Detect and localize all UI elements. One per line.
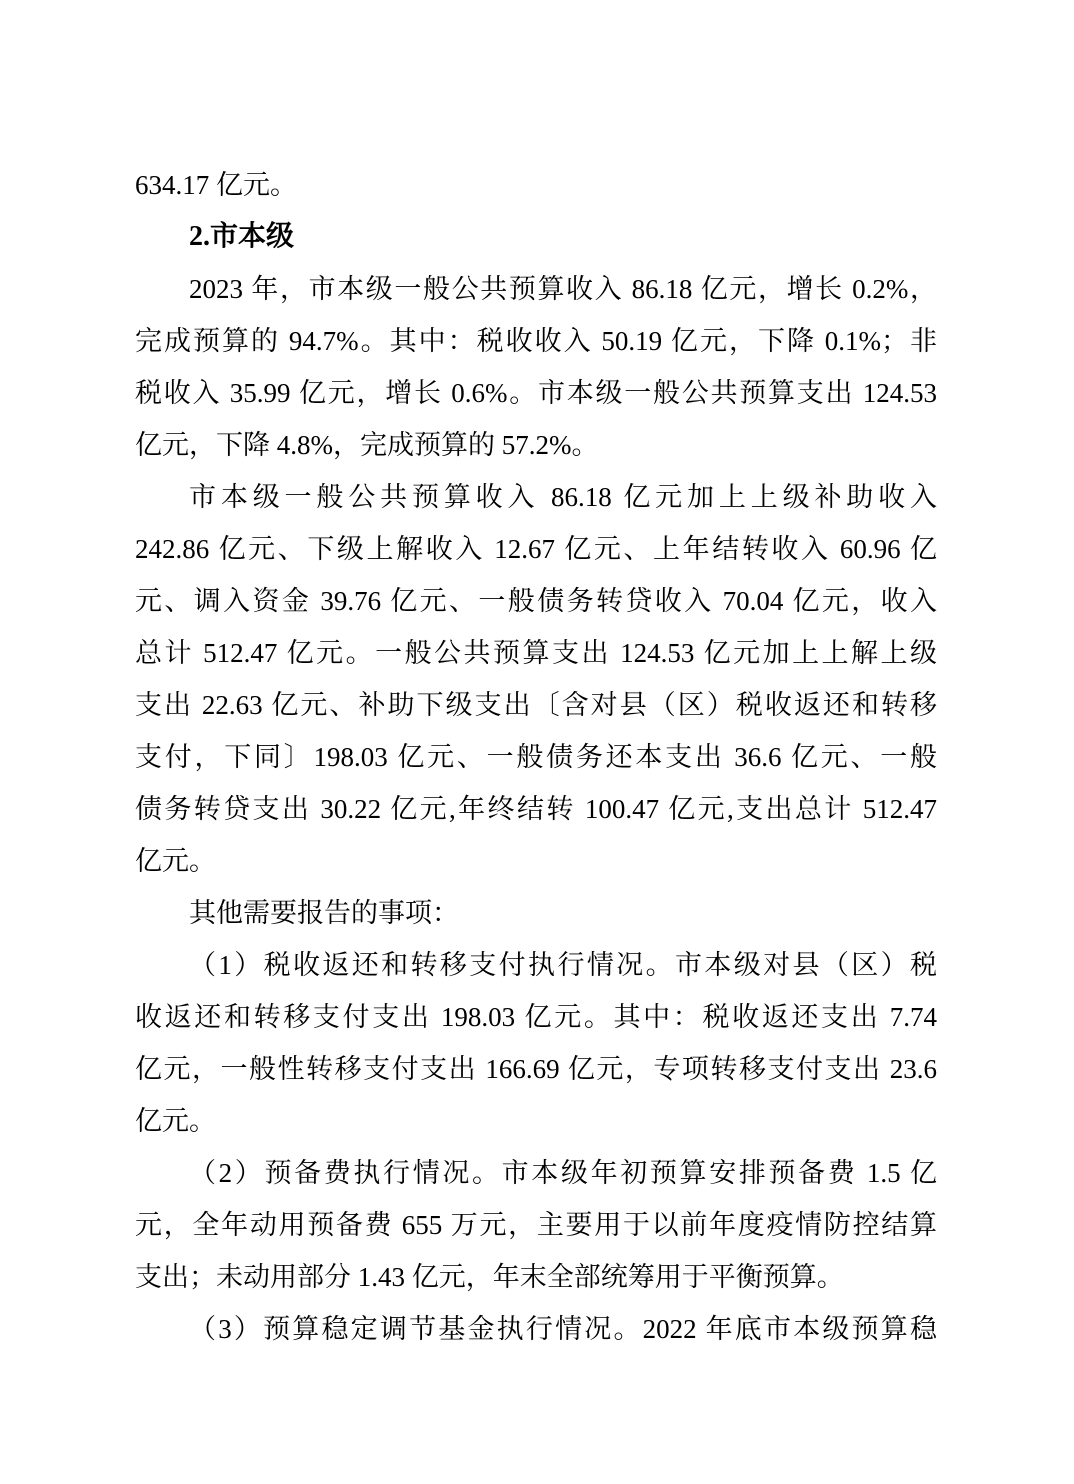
text-line: 收返还和转移支付支出 198.03 亿元。其中：税收返还支出 7.74 [135, 1002, 937, 1032]
text-line: 元、调入资金 39.76 亿元、一般债务转贷收入 70.04 亿元，收入 [135, 586, 937, 616]
text-line: 市本级一般公共预算收入 86.18 亿元加上上级补助收入 [189, 482, 937, 512]
text-line: 亿元。 [135, 846, 216, 876]
text-line: 亿元。 [135, 1106, 216, 1136]
text-line: 亿元，下降 4.8%，完成预算的 57.2%。 [135, 430, 599, 460]
text-line: 债务转贷支出 30.22 亿元,年终结转 100.47 亿元,支出总计 512.47 [135, 794, 937, 824]
text-line: 总计 512.47 亿元。一般公共预算支出 124.53 亿元加上上解上级 [135, 638, 937, 668]
text-line: （2）预备费执行情况。市本级年初预算安排预备费 1.5 亿 [189, 1158, 937, 1188]
text-line: 元，全年动用预备费 655 万元，主要用于以前年度疫情防控结算 [135, 1210, 937, 1240]
text-line: （1）税收返还和转移支付执行情况。市本级对县（区）税 [189, 950, 937, 980]
text-line: 税收入 35.99 亿元，增长 0.6%。市本级一般公共预算支出 124.53 [135, 378, 937, 408]
text-line: 完成预算的 94.7%。其中：税收收入 50.19 亿元，下降 0.1%；非 [135, 326, 937, 356]
text-line: 634.17 亿元。 [135, 170, 297, 200]
text-line: （3）预算稳定调节基金执行情况。2022 年底市本级预算稳 [189, 1314, 937, 1344]
text-line: 242.86 亿元、下级上解收入 12.67 亿元、上年结转收入 60.96 亿 [135, 534, 937, 564]
text-line: 2023 年，市本级一般公共预算收入 86.18 亿元，增长 0.2%， [189, 274, 937, 304]
section-heading: 2.市本级 [189, 221, 295, 252]
text-line: 支出；未动用部分 1.43 亿元，年末全部统筹用于平衡预算。 [135, 1262, 844, 1292]
text-line: 支付，下同〕198.03 亿元、一般债务还本支出 36.6 亿元、一般 [135, 742, 937, 772]
text-line: 其他需要报告的事项： [189, 898, 459, 928]
text-line: 支出 22.63 亿元、补助下级支出〔含对县（区）税收返还和转移 [135, 690, 937, 720]
document-body [135, 159, 937, 1355]
text-line: 亿元，一般性转移支付支出 166.69 亿元，专项转移支付支出 23.6 [135, 1054, 937, 1084]
